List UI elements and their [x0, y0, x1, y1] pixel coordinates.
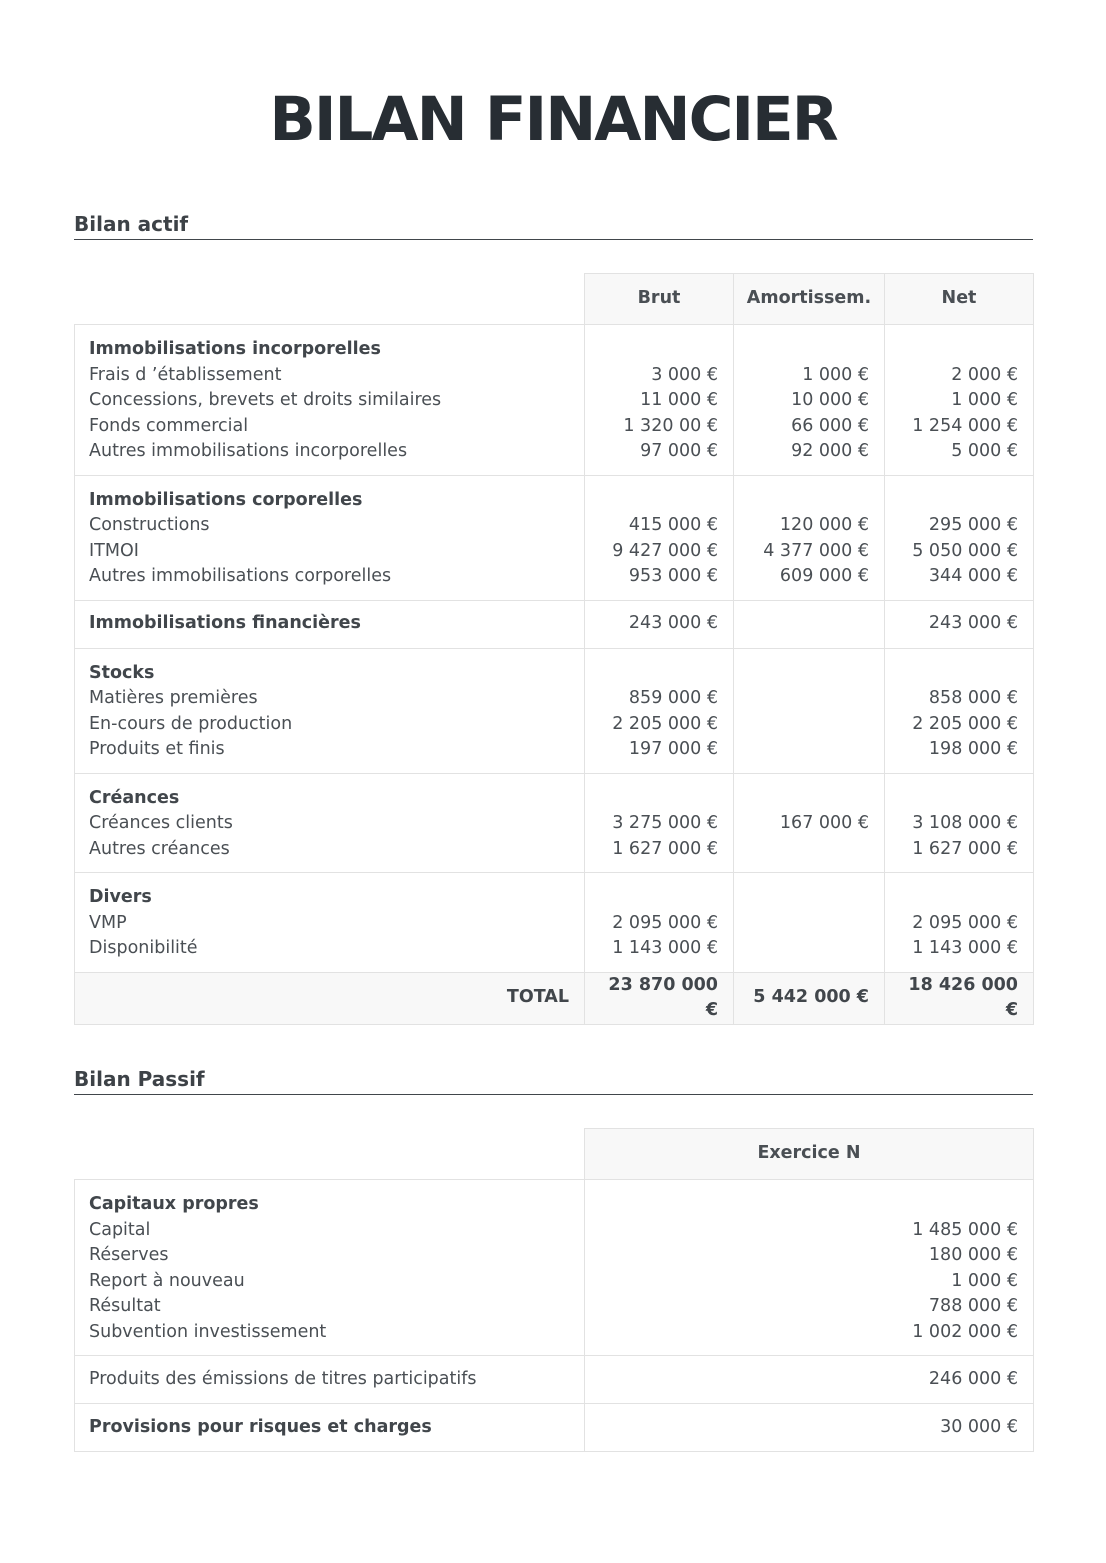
column-header-net: Net	[885, 274, 1034, 325]
brut-cell	[585, 648, 734, 773]
total-net: 18 426 000 €	[885, 972, 1034, 1024]
brut-value: 859 000 €	[628, 688, 718, 708]
net-value: 1 143 000 €	[912, 938, 1018, 958]
net-value: 295 000 €	[928, 515, 1018, 535]
group-title: Capitaux propres	[89, 1194, 259, 1214]
group-title: Divers	[89, 887, 152, 907]
brut-value: 9 427 000 €	[612, 540, 718, 561]
amort-cell	[734, 475, 885, 600]
amort-value: 167 000 €	[779, 813, 869, 833]
exercice-value: 1 000 €	[951, 1270, 1018, 1291]
brut-value: 415 000 €	[628, 515, 718, 535]
net-value: 198 000 €	[928, 739, 1018, 759]
section-heading-actif: Bilan actif	[74, 211, 1033, 240]
total-amort: 5 442 000 €	[734, 972, 885, 1024]
row-label: Créances clients	[89, 813, 233, 833]
brut-cell	[585, 873, 734, 973]
exercice-value: 1 002 000 €	[912, 1321, 1018, 1342]
amort-value	[749, 936, 869, 962]
group-label-cell	[75, 475, 585, 600]
row-label: Concessions, brevets et droits similaires	[89, 390, 442, 410]
amort-value: 4 377 000 €	[763, 540, 869, 561]
exercice-value: 180 000 €	[928, 1245, 1018, 1265]
amort-cell	[734, 648, 885, 773]
total-label: TOTAL	[75, 972, 585, 1024]
group-title: Immobilisations corporelles	[89, 489, 363, 510]
row-label: En-cours de production	[89, 713, 293, 734]
brut-value: 2 205 000 €	[612, 713, 718, 734]
group-label-cell	[75, 873, 585, 973]
exercice-value: 788 000 €	[928, 1296, 1018, 1316]
net-value: 3 108 000 €	[912, 813, 1018, 833]
exercice-value: 1 485 000 €	[912, 1219, 1018, 1240]
brut-value: 11 000 €	[640, 390, 718, 410]
row-label: Subvention investissement	[89, 1321, 327, 1342]
amort-value	[734, 600, 885, 648]
row-label: Résultat	[89, 1296, 161, 1316]
exercice-value: 246 000 €	[585, 1356, 1034, 1404]
brut-value: 197 000 €	[628, 739, 718, 759]
row-label: Report à nouveau	[89, 1270, 245, 1291]
net-value: 1 627 000 €	[912, 838, 1018, 859]
row-label: ITMOI	[89, 540, 139, 561]
actif-group-stocks	[75, 648, 1034, 773]
brut-value: 1 627 000 €	[612, 838, 718, 859]
amort-value	[749, 837, 869, 863]
brut-value: 243 000 €	[585, 600, 734, 648]
net-cell	[885, 325, 1034, 476]
net-value: 5 050 000 €	[912, 540, 1018, 561]
actif-group-corporelles	[75, 475, 1034, 600]
amort-value	[749, 737, 869, 763]
amort-cell	[734, 773, 885, 873]
amort-value: 120 000 €	[779, 515, 869, 535]
row-label: Fonds commercial	[89, 415, 249, 436]
row-label: Autres créances	[89, 838, 230, 859]
amort-value	[749, 911, 869, 937]
net-value: 344 000 €	[928, 566, 1018, 586]
section-heading-passif: Bilan Passif	[74, 1066, 1033, 1095]
amort-value	[749, 712, 869, 738]
row-label: Produits des émissions de titres participatifs	[75, 1356, 585, 1404]
amort-value: 1 000 €	[802, 364, 869, 385]
net-value: 2 000 €	[951, 364, 1018, 385]
row-label: Disponibilité	[89, 938, 198, 958]
brut-value: 3 000 €	[651, 364, 718, 385]
actif-header-row	[75, 274, 1034, 325]
net-value: 2 095 000 €	[912, 912, 1018, 933]
net-value: 1 254 000 €	[912, 415, 1018, 436]
row-label: Autres immobilisations incorporelles	[89, 441, 408, 461]
amort-value: 609 000 €	[779, 566, 869, 586]
net-cell	[885, 648, 1034, 773]
brut-cell	[585, 773, 734, 873]
net-value: 1 000 €	[951, 390, 1018, 410]
passif-table	[74, 1128, 1034, 1452]
group-label-cell	[75, 1180, 585, 1356]
passif-header-row	[75, 1129, 1034, 1180]
value-cell	[585, 1180, 1034, 1356]
brut-value: 1 143 000 €	[612, 938, 718, 958]
total-brut: 23 870 000 €	[585, 972, 734, 1024]
row-label: Constructions	[89, 515, 210, 535]
net-value: 243 000 €	[885, 600, 1034, 648]
brut-value: 97 000 €	[640, 441, 718, 461]
amort-value	[749, 686, 869, 712]
column-header-brut: Brut	[585, 274, 734, 325]
page-title: BILAN FINANCIER	[269, 84, 837, 155]
brut-value: 3 275 000 €	[612, 813, 718, 833]
brut-value: 1 320 00 €	[623, 415, 718, 436]
group-label-cell	[75, 648, 585, 773]
net-value: 858 000 €	[928, 688, 1018, 708]
net-cell	[885, 475, 1034, 600]
group-title: Immobilisations incorporelles	[89, 339, 381, 359]
passif-row-titres-participatifs	[75, 1356, 1034, 1404]
group-title: Immobilisations financières	[75, 600, 585, 648]
actif-group-creances	[75, 773, 1034, 873]
group-label-cell	[75, 325, 585, 476]
passif-row-provisions	[75, 1404, 1034, 1452]
column-header-exercice: Exercice N	[585, 1129, 1034, 1180]
actif-group-divers	[75, 873, 1034, 973]
amort-cell	[734, 873, 885, 973]
net-cell	[885, 873, 1034, 973]
brut-value: 2 095 000 €	[612, 912, 718, 933]
group-label-cell	[75, 773, 585, 873]
amort-cell	[734, 325, 885, 476]
row-label: Frais d ’établissement	[89, 364, 282, 385]
net-cell	[885, 773, 1034, 873]
row-label: VMP	[89, 912, 127, 933]
column-header-amortissement: Amortissem.	[734, 274, 885, 325]
brut-cell	[585, 325, 734, 476]
header-blank	[75, 274, 585, 325]
brut-cell	[585, 475, 734, 600]
amort-value: 66 000 €	[791, 415, 869, 436]
actif-group-financieres	[75, 600, 1034, 648]
row-label: Produits et finis	[89, 739, 225, 759]
group-title: Créances	[89, 787, 180, 808]
group-title: Provisions pour risques et charges	[75, 1404, 585, 1452]
amort-value: 10 000 €	[791, 390, 869, 410]
net-value: 5 000 €	[951, 441, 1018, 461]
row-label: Autres immobilisations corporelles	[89, 566, 392, 586]
brut-value: 953 000 €	[628, 566, 718, 586]
actif-table	[74, 273, 1034, 1025]
row-label: Capital	[89, 1219, 151, 1240]
net-value: 2 205 000 €	[912, 713, 1018, 734]
actif-group-incorporelles	[75, 325, 1034, 476]
row-label: Matières premières	[89, 688, 258, 708]
actif-total-row	[75, 972, 1034, 1024]
passif-group-capitaux-propres	[75, 1180, 1034, 1356]
amort-value: 92 000 €	[791, 441, 869, 461]
row-label: Réserves	[89, 1245, 169, 1265]
header-blank	[75, 1129, 585, 1180]
group-title: Stocks	[89, 662, 155, 683]
exercice-value: 30 000 €	[585, 1404, 1034, 1452]
